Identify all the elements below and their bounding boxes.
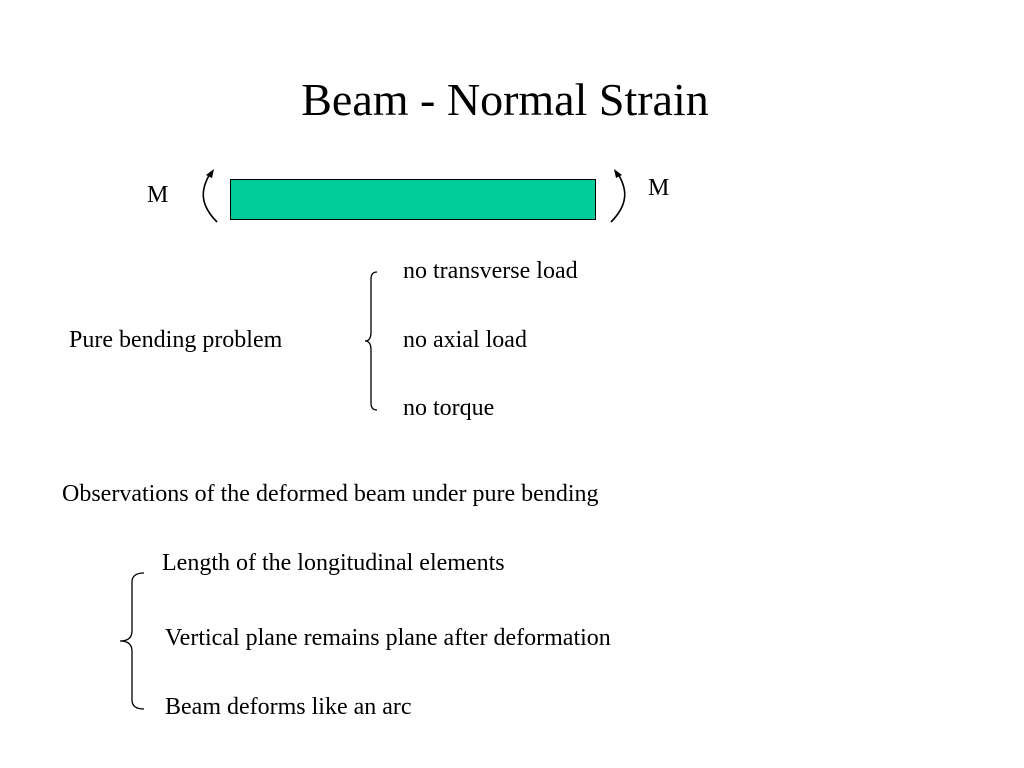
moment-left-label: M [147,182,169,208]
beam [230,179,596,220]
condition-no-axial-load: no axial load [403,327,527,353]
slide-title: Beam - Normal Strain [301,74,709,125]
pure-bending-label: Pure bending problem [69,327,283,353]
curved-arrow-right-icon [606,168,632,224]
observation-item: Length of the longitudinal elements [162,550,505,576]
condition-no-transverse-load: no transverse load [403,258,578,284]
observation-item: Vertical plane remains plane after deformation [165,625,611,651]
curly-brace-icon [364,270,380,412]
observations-heading: Observations of the deformed beam under pure bending [62,481,599,507]
curved-arrow-left-icon [196,168,222,224]
moment-right-label: M [648,175,670,201]
curly-brace-icon [118,571,146,711]
observation-item: Beam deforms like an arc [165,694,412,720]
condition-no-torque: no torque [403,395,495,421]
